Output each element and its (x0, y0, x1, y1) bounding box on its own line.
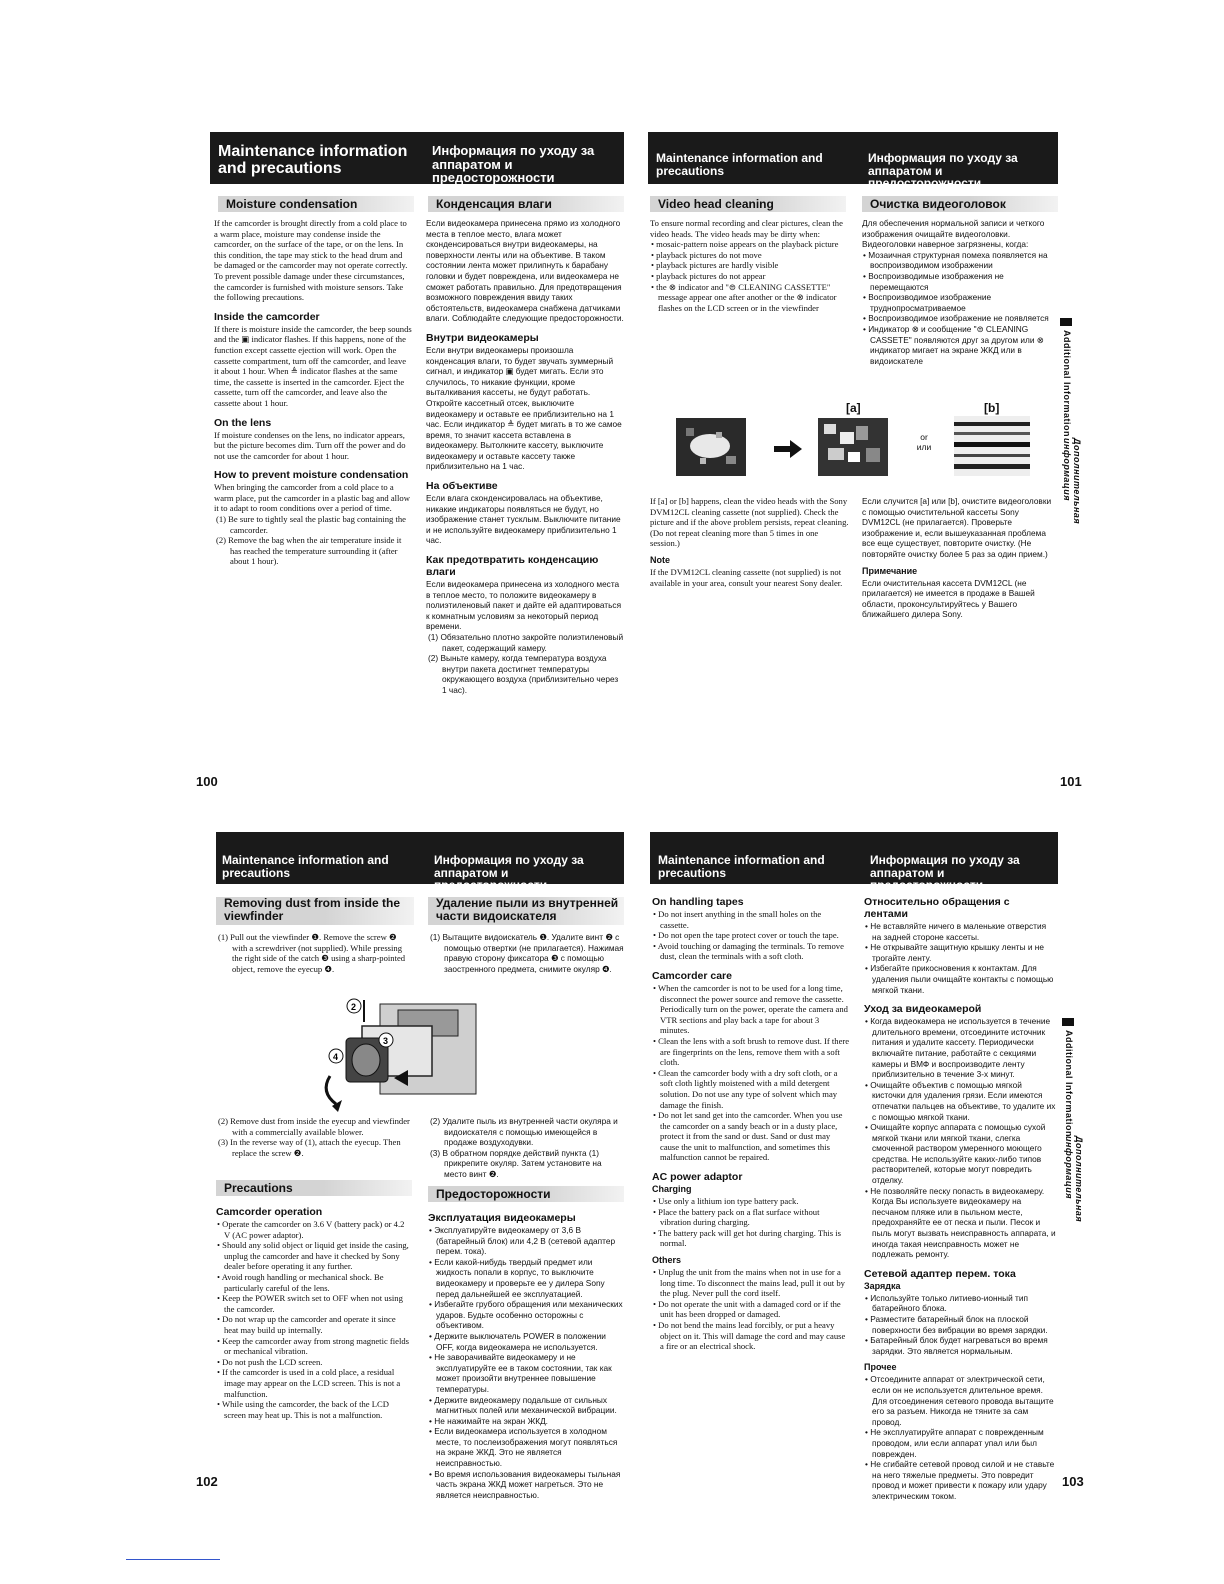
p103-en-care-item: • Clean the camcorder body with a dry soft cloth, or a soft cloth lightly moistened with a mild detergent solution. Do not use any type of solvent which may damage the finish. (660, 1068, 850, 1110)
p102-en-op-item: • If the camcorder is used in a cold place, a residual image may appear on the LCD screen. This is not a malfunction. (224, 1367, 412, 1399)
p101-ru-list-item: • Индикатор ⊗ и сообщение "⊜ CLEANING CASSETE" появляются друг за другом или ⊗ индикатор мигает на экране ЖКД или в видоискателе (870, 324, 1056, 366)
svg-text:4: 4 (333, 1052, 339, 1062)
p102-en-op-item: • Keep the camcorder away from strong magnetic fields or mechanical vibration. (224, 1336, 412, 1357)
p103-en-ac-title: AC power adaptor (652, 1171, 743, 1184)
p100-ru-intro: Если видеокамера принесена прямо из холодного места в теплое место, влага может сконденсироваться внутри видеокамеры, на поверхности ленты или на объективе. В таком состоянии лента может прилипнуть к барабану головки и будет повреждена, или видеокамера не сможет работать правильно. Для предотвращения возможного повреждения ввиду таких обстоятельств, видеокамера снабжена датчиками влаги. Соблюдайте следующие предосторожности. (426, 218, 624, 324)
p103-en-care-item: • Do not let sand get into the camcorder. When you use the camcorder on a sandy beach or in a dusty place, protect it from the sand or dust. Sand or dust may cause the unit to malfunction, and sometimes this malfunction cannot be repaired. (660, 1110, 850, 1163)
p100-en-lens-text: If moisture condenses on the lens, no indicator appears, but the picture becomes dim. Turn off the power and do not use the camcorder for about 1 hour. (214, 429, 406, 461)
p101-section-ru: Очистка видеоголовок (862, 196, 1058, 212)
p101-side-tab-en: Additional Information (1062, 330, 1072, 437)
p101-ru-note-title: Примечание (862, 565, 918, 576)
p102-header-ru: Информация по уходу за аппаратом и предосторожности (434, 853, 584, 893)
p103-ru-oth-item: • Отсоедините аппарат от электрической сети, если он не используется длительное время. Для отсоединения сетевого провода вытащите его за разъем. Никогда не тяните за сам провод. (872, 1374, 1056, 1427)
p101-en-list-item: • playback pictures are hardly visible (658, 260, 850, 271)
p102-ru-op-item: • Если видеокамера используется в холодном месте, то послеизображения могут появляться на экране ЖКД. Это не является неисправностью. (436, 1426, 626, 1468)
p102-page-number: 102 (196, 1474, 218, 1489)
p103-ru-ac-title: Сетевой адаптер перем. тока (864, 1267, 1016, 1280)
bottom-rule (126, 1559, 220, 1560)
p101-col-en-top (650, 218, 850, 313)
p100-header-en: Maintenance information and precautions (218, 143, 408, 177)
p103-ru-charge-item: • Используйте только литиево-ионный тип батарейного блока. (872, 1293, 1056, 1314)
p103-ru-care-title: Уход за видеокамерой (864, 1003, 982, 1016)
p101-header-ru: Информация по уходу за аппаратом и предосторожности (868, 151, 1018, 191)
p103-ru-care-item: • Очищайте объектив с помощью мягкой кисточки для удаления грязи. Если имеются отпечатки пальцев на объективе, то удалите их с помощью мягкой ткани. (872, 1080, 1056, 1122)
p102-ru-op-item: • Избегайте грубого обращения или механических ударов. Будьте особенно осторожны с объективом. (436, 1299, 626, 1331)
p100-en-lens-title: On the lens (214, 416, 272, 429)
p100-en-step: (1) Be sure to tightly seal the plastic bag containing the camcorder. (216, 514, 406, 535)
p100-page-number: 100 (196, 774, 218, 789)
noise-picture-b (954, 416, 1030, 476)
p103-en-care-item: • Clean the lens with a soft brush to remove dust. If there are fingerprints on the lens, remove them with a soft cloth. (660, 1036, 850, 1068)
svg-text:2: 2 (351, 1002, 357, 1012)
mosaic-picture-a (818, 418, 888, 476)
p102-en-step: (3) In the reverse way of (1), attach the eyecup. Then replace the screw ❷. (218, 1137, 401, 1158)
p102-en-op-item: • Avoid rough handling or mechanical shock. Be particularly careful of the lens. (224, 1272, 412, 1293)
p100-ru-inside-title: Внутри видеокамеры (426, 331, 539, 344)
p103-en-charge-item: • Use only a lithium ion type battery pack. (660, 1196, 850, 1207)
p101-side-tab-ru: Дополнительная информация (1062, 438, 1082, 525)
p102-en-op-title: Camcorder operation (216, 1206, 323, 1218)
p101-en-list-item: • mosaic-pattern noise appears on the playback picture (658, 239, 850, 250)
p103-ru-charge-item: • Разместите батарейный блок на плоской поверхности без вибрации во время зарядки. (872, 1314, 1056, 1335)
p102-header-en: Maintenance information and precautions (222, 853, 389, 880)
p101-en-note: If the DVM12CL cleaning cassette (not supplied) is not available in your area, consult your nearest Sony dealer. (650, 566, 843, 588)
p102-en-op-item: • Do not push the LCD screen. (224, 1357, 412, 1368)
p103-en-others-title: Others (652, 1255, 682, 1266)
p103-en-charge-item: • The battery pack will get hot during charging. This is normal. (660, 1228, 850, 1249)
p101-label-a: [a] (846, 401, 861, 415)
p102-precautions-en: Precautions (216, 1180, 412, 1196)
p101-en-list-item: • the ⊗ indicator and "⊜ CLEANING CASSETTE" message appear one after another or the ⊗ indicator flashes on the LCD screen or in the viewfinder (658, 282, 850, 314)
p101-en-note-title: Note (650, 554, 670, 565)
p101-col-ru-top (862, 218, 1056, 366)
p103-ru-tape-item: • Не вставляйте ничего в маленькие отверстия на задней стороне кассеты. (872, 921, 1056, 942)
p102-op-en (216, 1198, 412, 1420)
p102-ru-op-item: • Если какой-нибудь твердый предмет или жидкость попали в корпус, то выключите видеокамеру и проверьте ее у дилера Sony перед дальнейшей ее эксплуатацией. (436, 1257, 626, 1299)
p101-col-ru-bottom (862, 496, 1056, 620)
p101-ru-intro: Для обеспечения нормальной записи и четкого изображения очищайте видеоголовки. Видеоголовки наверное загрязнены, когда: (862, 218, 1045, 250)
svg-text:3: 3 (383, 1036, 389, 1046)
p103-ru-care-item: • Очищайте корпус аппарата с помощью сухой мягкой ткани или мягкой ткани, слегка смоченной раствором умеренного моющего средства. Не используйте каких-либо типов растворителей, которые могут повредить отделку. (872, 1122, 1056, 1186)
p100-section-en: Moisture condensation (218, 196, 414, 212)
p100-en-intro: If the camcorder is brought directly from a cold place to a warm place, moisture may condense inside the camcorder, on the surface of the tape, or on the lens. In this condition, the tape may stick to the head drum and be damaged or the camcorder may not operate correctly. To prevent possible damage under these circumstances, the camcorder is furnished with moisture sensors. Take the following precautions. (214, 218, 408, 303)
p100-en-inside-title: Inside the camcorder (214, 310, 320, 323)
p101-ru-list-item: • Воспроизводимое изображение не появляется (870, 313, 1056, 324)
p100-ru-prevent-title: Как предотвратить конденсацию влаги (426, 554, 599, 579)
p101-en-list-item: • playback pictures do not appear (658, 271, 850, 282)
p103-ru-tape-item: • Не открывайте защитную крышку ленты и не трогайте ленту. (872, 942, 1056, 963)
p103-en-tape-item: • Avoid touching or damaging the terminals. To remove dust, clean the terminals with a soft cloth. (660, 941, 850, 962)
p103-ru-care-item: • Когда видеокамера не используется в течение длительного времени, отсоедините источник питания и удалите кассету. Периодически включайте питание, работайте с секциями камеры и ВМФ и воспроизводите ленту приблизительно в течение 3-х минут. (872, 1016, 1056, 1080)
p100-ru-step: (1) Обязательно плотно закройте полиэтиленовый пакет, содержащий камеру. (428, 632, 624, 653)
p103-ru-others-title: Прочее (864, 1362, 897, 1373)
p102-ru-step: (3) В обратном порядке действий пункта (1) прикрепите окуляр. Затем установите на место винт ❷. (430, 1147, 602, 1179)
p103-en-oth-item: • Do not bend the mains lead forcibly, or put a heavy object on it. This will damage the cord and may cause a fire or an electrical shock. (660, 1320, 850, 1352)
p103-en-tape-title: On handling tapes (652, 896, 744, 908)
p103-header-ru: Информация по уходу за аппаратом и предосторожности (870, 853, 1020, 893)
p103-col-en (652, 888, 850, 1352)
p100-header-ru: Информация по уходу за аппаратом и предосторожности (432, 143, 595, 186)
p102-title-ru: Удаление пыли из внутренней части видоискателя (428, 897, 624, 925)
p102-ru-op-item: • Держите видеокамеру подальше от сильных магнитных полей или механической вибрации. (436, 1395, 626, 1416)
p103-ru-charging-title: Зарядка (864, 1280, 901, 1291)
p102-steps-ru (428, 932, 624, 974)
p103-en-tape-item: • Do not open the tape protect cover or touch the tape. (660, 930, 850, 941)
p103-en-tape-item: • Do not insert anything in the small holes on the cassette. (660, 909, 850, 930)
p101-section-en: Video head cleaning (650, 196, 846, 212)
p100-ru-prevent-text: Если видеокамера принесена из холодного места в теплое место, то положите видеокамеру в полиэтиленовый пакет и дайте ей адаптироваться к комнатным условиям за некоторый период времени. (426, 579, 622, 632)
p103-en-oth-item: • Do not operate the unit with a damaged cord or if the unit has been dropped or damaged. (660, 1299, 850, 1320)
p101-ru-after: Если случится [a] или [b], очистите видеоголовки с помощью очистительной кассеты Sony DVM12CL (не прилагается). Проверьте изображение и, если вышеуказанная проблема все еще существует, повторите очистку. (Не повторяйте очистку более 5 раз за один прием.) (862, 496, 1052, 559)
p102-ru-step: (2) Удалите пыль из внутренней части окуляра и видоискателя с помощью имеющейся в продаже воздуходувки. (430, 1116, 618, 1148)
p102-en-op-item: • Operate the camcorder on 3.6 V (battery pack) or 4.2 V (AC power adaptor). (224, 1219, 412, 1240)
p102-ru-op-title: Эксплуатация видеокамеры (428, 1212, 576, 1224)
p103-ru-tape-title: Относительно обращения с лентами (864, 896, 1010, 920)
p103-ru-oth-item: • Не сгибайте сетевой провод силой и не ставьте на него тяжелые предметы. Это повредит провод и может привести к пожару или удару электрическим током. (872, 1459, 1056, 1501)
p102-en-op-item: • Do not wrap up the camcorder and operate it since heat may build up internally. (224, 1314, 412, 1335)
p103-header (650, 832, 1058, 893)
mosaic-picture-sample (676, 418, 746, 476)
p103-side-tab-en: Additional Information (1064, 1030, 1074, 1137)
p100-ru-lens-text: Если влага сконденсировалась на объективе, никакие индикаторы появляться не будут, но изображение станет тусклым. Выключите питание и не используйте видеокамеру приблизительно 1 час. (426, 493, 621, 546)
p102-title-en: Removing dust from inside the viewfinder (216, 897, 414, 925)
p102-ru-op-item: • Во время использования видеокамеры тыльная часть экрана ЖКД может нагреться. Это не является неисправностью. (436, 1469, 626, 1501)
p103-ru-charge-item: • Батарейный блок будет нагреваться во время зарядки. Это является нормальным. (872, 1335, 1056, 1356)
p102-precautions-ru: Предосторожности (428, 1186, 624, 1202)
p103-ru-tape-item: • Избегайте прикосновения к контактам. Для удаления пыли очищайте контакты с помощью мягкой ткани. (872, 963, 1056, 995)
p102-en-step: (1) Pull out the viewfinder ❶. Remove the screw ❷ with a screwdriver (not supplied). While pressing the right side of the catch ❸ using a sharp-pointed object, remove the eyecup ❹. (218, 932, 406, 974)
p102-en-op-item: • Should any solid object or liquid get inside the casing, unplug the camcorder and have it checked by Sony dealer before operating it any further. (224, 1240, 412, 1272)
p101-en-intro: To ensure normal recording and clear pictures, clean the video heads. The video heads may be dirty when: (650, 218, 843, 239)
p102-ru-step: (1) Вытащите видоискатель ❶. Удалите винт ❷ с помощью отвертки (не прилагается). Нажимая правую сторону фиксатора ❸ с помощью заостренного предмета, снимите окуляр ❹. (430, 932, 624, 974)
p102-steps2-en (216, 1116, 412, 1158)
p101-header-en: Maintenance information and precautions (656, 151, 823, 178)
p101-side-tab-marker (1060, 318, 1072, 326)
p103-en-care-title: Camcorder care (652, 969, 732, 982)
p100-en-prevent-text: When bringing the camcorder from a cold place to a warm place, put the camcorder in a plastic bag and allow it to adapt to room conditions over a period of time. (214, 482, 410, 514)
p103-ru-oth-item: • Не эксплуатируйте аппарат с поврежденным проводом, или если аппарат упал или был поврежден. (872, 1427, 1056, 1459)
p101-ru-note: Если очистительная кассета DVM12CL (не прилагается) не имеется в продаже в Вашей области, проконсультируйтесь у Вашего ближайшего дилера Sony. (862, 577, 1035, 620)
p100-col-en (214, 218, 412, 567)
p101-or-text: or или (916, 432, 932, 452)
p100-ru-inside-text: Если внутри видеокамеры произошла конденсация влаги, то будет звучать зуммерный сигнал, и индикатор ▣ будет мигать. Если это случилось, то никакие функции, кроме выталкивания кассеты, не будут работать. Откройте кассетный отсек, выключите видеокамеру и оставьте ее приблизительно на 1 час. Если индикатор ≜ будет мигать в то же самое время, то значит кассета вставлена в видеокамеру. Вытолкните кассету, выключите видеокамеру и оставьте кассету также приблизительно на 1 час. (426, 344, 622, 472)
p101-label-b: [b] (984, 401, 1000, 415)
p102-en-op-item: • Keep the POWER switch set to OFF when not using the camcorder. (224, 1293, 412, 1314)
p100-en-inside-text: If there is moisture inside the camcorder, the beep sounds and the ▣ indicator flashes. If this happens, none of the function except cassette ejection will work. Open the cassette compartment, turn off the camcorder, and leave it about 1 hour. When ≜ indicator flashes at the same time, the cassette is inserted in the camcorder. Eject the cassette, turn off the camcorder, and leave also the cassette about 1 hour. (214, 323, 412, 408)
p100-ru-lens-title: На объективе (426, 480, 498, 493)
p101-header (648, 132, 1058, 191)
p102-en-step: (2) Remove dust from inside the eyecup and viewfinder with a commercially available blower. (218, 1116, 410, 1137)
p102-ru-op-item: • Не заворачивайте видеокамеру и не эксплуатируйте ее в таком состоянии, так как может произойти внутреннее повышение температуры. (436, 1352, 626, 1394)
p100-en-step: (2) Remove the bag when the air temperature inside it has reached the temperature surrounding it (after about 1 hour). (216, 535, 402, 567)
p103-col-ru (864, 888, 1056, 1502)
p103-side-tab-ru: Дополнительная информация (1064, 1136, 1084, 1223)
p102-ru-op-item: • Не нажимайте на экран ЖКД. (436, 1416, 626, 1427)
p102-en-op-item: • While using the camcorder, the back of the LCD screen may heat up. This is not a malfunction. (224, 1399, 412, 1420)
p102-ru-op-item: • Держите выключатель POWER в положении OFF, когда видеокамера не используется. (436, 1331, 626, 1352)
p103-en-charge-item: • Place the battery pack on a flat surface without vibration during charging. (660, 1207, 850, 1228)
arrow-right-icon (774, 440, 802, 458)
p103-page-number: 103 (1062, 1474, 1084, 1489)
p103-side-tab-marker (1062, 1018, 1074, 1026)
p102-steps-en (216, 932, 412, 974)
p100-section-ru: Конденсация влаги (428, 196, 624, 212)
viewfinder-illustration (310, 996, 480, 1114)
p101-ru-list-item: • Воспроизводимые изображения не перемещаются (870, 271, 1056, 292)
p103-header-en: Maintenance information and precautions (658, 853, 825, 880)
p101-col-en-bottom (650, 496, 850, 588)
p102-steps2-ru (428, 1116, 624, 1180)
p102-ru-op-item: • Эксплуатируйте видеокамеру от 3,6 В (батарейный блок) или 4,2 В (сетевой адаптер перем. тока). (436, 1225, 626, 1257)
p103-en-care-item: • When the camcorder is not to be used for a long time, disconnect the power source and remove the cassette. Periodically turn on the power, operate the camera and VTR sections and play back a tape for about 3 minutes. (660, 983, 850, 1036)
p101-en-list-item: • playback pictures do not move (658, 250, 850, 261)
p101-en-after: If [a] or [b] happens, clean the video heads with the Sony DVM12CL cleaning cassette (not supplied). Check the picture and if the above problem persists, repeat cleaning. (Do not repeat cleaning more than 5 times in one session.) (650, 496, 849, 549)
p103-en-oth-item: • Unplug the unit from the mains when not in use for a long time. To disconnect the mains lead, pull it out by the plug. Never pull the cord itself. (660, 1267, 850, 1299)
p103-ru-care-item: • Не позволяйте песку попасть в видеокамеру. Когда Вы используете видеокамеру на песчаном пляже или в пыльном месте, предохраняйте ее от песка и пыли. Песок и пыль могут вызвать неисправность аппарата, и иногда такая неисправность может не подлежать ремонту. (872, 1186, 1056, 1260)
p100-en-prevent-title: How to prevent moisture condensation (214, 469, 409, 482)
p101-ru-list-item: • Воспроизводимое изображение труднопросматриваемое (870, 292, 1056, 313)
p102-header (216, 832, 624, 893)
p101-ru-list-item: • Мозаичная структурная помеха появляется на воспроизводимом изображении (870, 250, 1056, 271)
p100-col-ru (426, 218, 624, 696)
p100-ru-step: (2) Выньте камеру, когда температура воздуха внутри пакета достигнет температуры окружающего воздуха (приблизительно через 1 час). (428, 653, 619, 695)
p101-page-number: 101 (1060, 774, 1082, 789)
p102-op-ru (428, 1204, 626, 1500)
p100-header (210, 132, 624, 184)
p103-en-charging-title: Charging (652, 1184, 692, 1195)
